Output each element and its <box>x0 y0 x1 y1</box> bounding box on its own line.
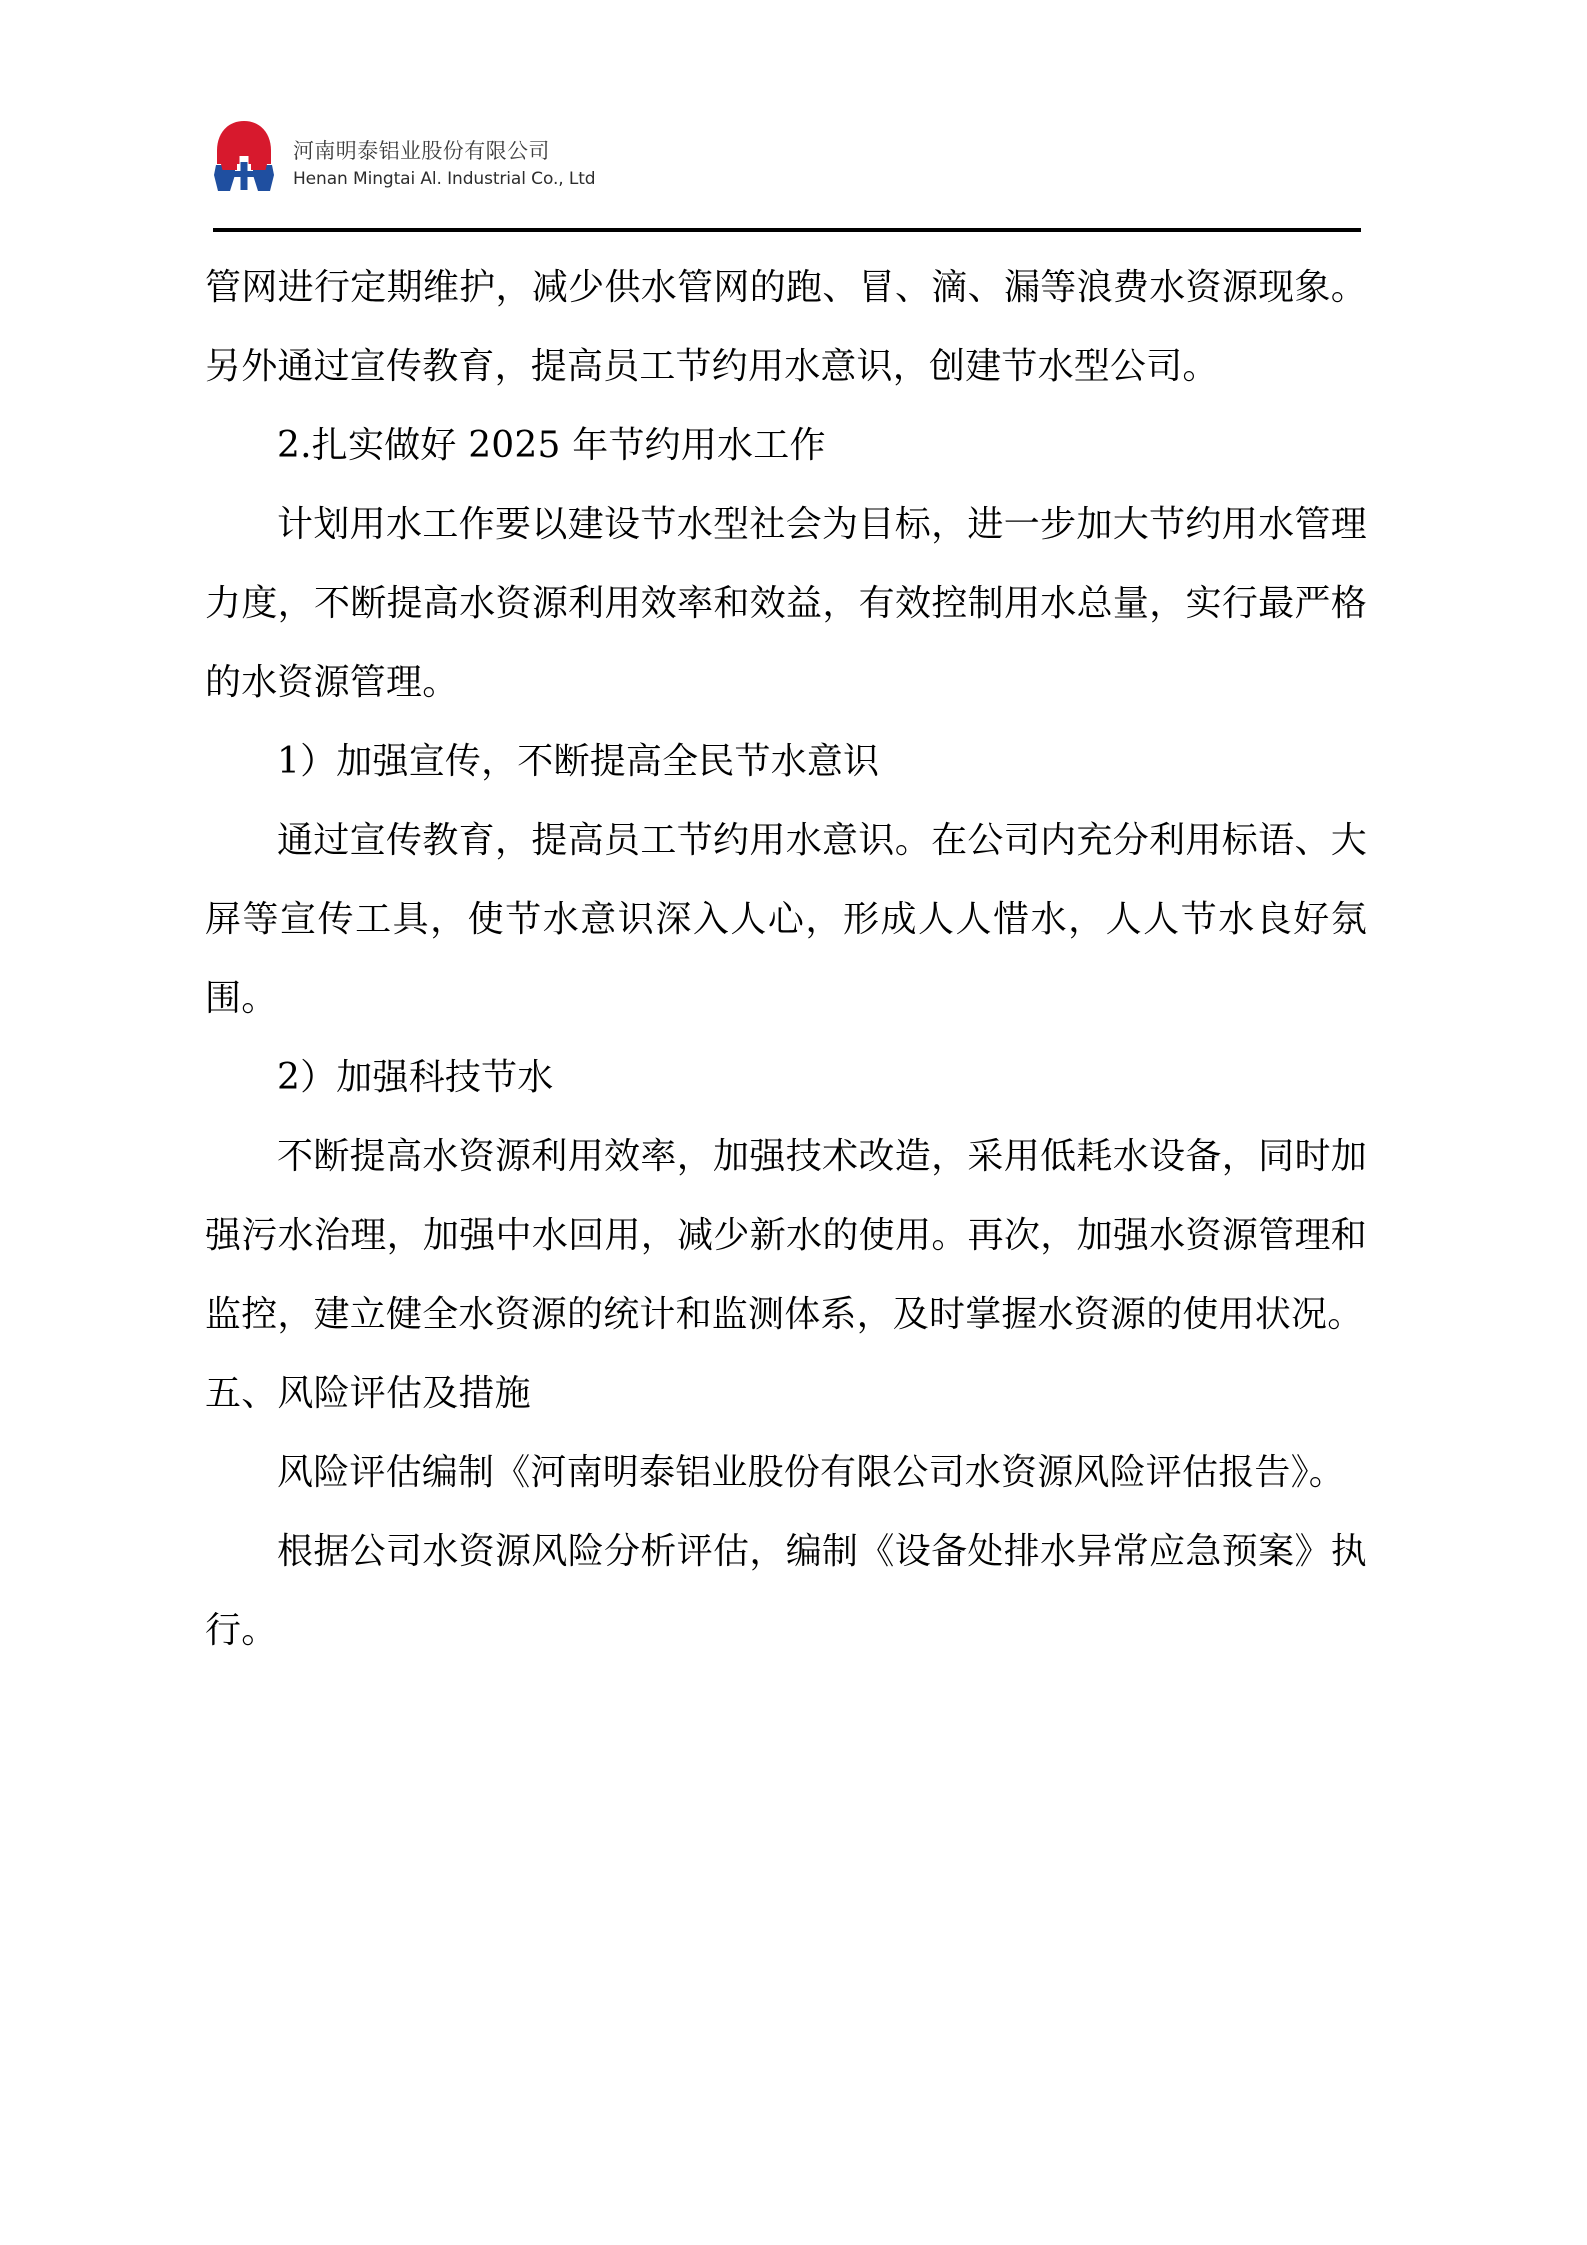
paragraph-technology-detail: 不断提高水资源利用效率，加强技术改造，采用低耗水设备，同时加强污水治理，加强中水回用，减少新水的使用。再次，加强水资源管理和监控，建立健全水资源的统计和监测体系，及时掌握水资源的使用状况。 <box>205 1136 1367 1335</box>
paragraph-risk-report: 风险评估编制《河南明泰铝业股份有限公司水资源风险评估报告》。 <box>277 1452 1346 1493</box>
document-header <box>213 120 1373 192</box>
paragraph-emergency-plan: 根据公司水资源风险分析评估，编制《设备处排水异常应急预案》执行。 <box>205 1531 1367 1651</box>
heading-2-strengthen-technology: 2）加强科技节水 <box>277 1057 554 1098</box>
paragraph-publicity-detail: 通过宣传教育，提高员工节约用水意识。在公司内充分利用标语、大屏等宣传工具，使节水意识深入人心，形成人人惜水，人人节水良好氛围。 <box>205 820 1367 1019</box>
header-divider-rule <box>213 228 1361 232</box>
paragraph-continued-1: 管网进行定期维护，减少供水管网的跑、冒、滴、漏等浪费水资源现象。另外通过宣传教育，提高员工节约用水意识，创建节水型公司。 <box>205 267 1367 387</box>
company-name-cn: 河南明泰铝业股份有限公司 <box>293 139 550 164</box>
mingtai-logo-icon <box>213 120 275 192</box>
heading-2-2025-water-saving: 2.扎实做好 2025 年节约用水工作 <box>277 425 826 466</box>
company-name-en: Henan Mingtai Al. Industrial Co., Ltd <box>293 168 596 189</box>
document-body <box>205 248 1367 1670</box>
heading-five-risk-assessment: 五、风险评估及措施 <box>205 1373 531 1414</box>
heading-1-strengthen-publicity: 1）加强宣传，不断提高全民节水意识 <box>277 741 880 782</box>
company-identity <box>293 138 595 192</box>
paragraph-plan-water-use: 计划用水工作要以建设节水型社会为目标，进一步加大节约用水管理力度，不断提高水资源利用效率和效益，有效控制用水总量，实行最严格的水资源管理。 <box>205 504 1367 703</box>
